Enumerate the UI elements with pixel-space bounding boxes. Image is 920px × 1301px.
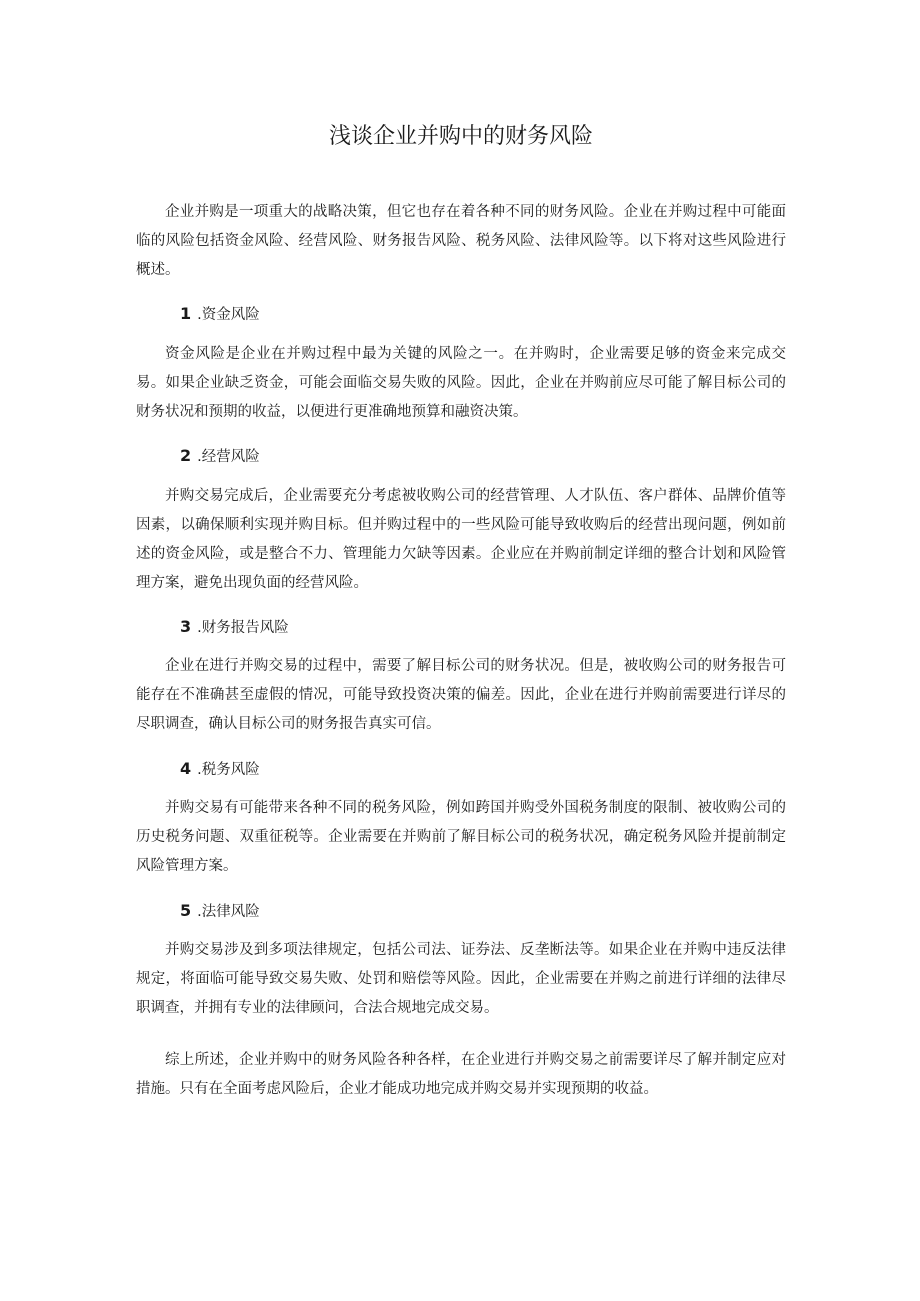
section-body-funding: 资金风险是企业在并购过程中最为关键的风险之一。在并购时，企业需要足够的资金来完成交易。如果企业缺乏资金，可能会面临交易失败的风险。因此，企业在并购前应尽可能了解目标公司的财务状况和预期的收益，以便进行更准确地预算和融资决策。 <box>136 346 786 420</box>
section-heading-legal <box>180 896 260 927</box>
intro-paragraph: 企业并购是一项重大的战略决策，但它也存在着各种不同的财务风险。企业在并购过程中可能面临的风险包括资金风险、经营风险、财务报告风险、税务风险、法律风险等。以下将对这些风险进行概述。 <box>136 204 786 278</box>
section-title: .经营风险 <box>197 449 260 465</box>
section-number: 1 <box>180 304 192 323</box>
section-title: .税务风险 <box>197 762 260 778</box>
section-body-legal: 并购交易涉及到多项法律规定，包括公司法、证券法、反垄断法等。如果企业在并购中违反法律规定，将面临可能导致交易失败、处罚和赔偿等风险。因此，企业需要在并购之前进行详细的法律尽职调查，并拥有专业的法律顾问，合法合规地完成交易。 <box>136 942 786 1016</box>
section-number: 3 <box>180 617 192 636</box>
section-number: 2 <box>180 446 192 465</box>
section-heading-operating <box>180 441 260 472</box>
section-heading-tax <box>180 754 260 785</box>
section-body-tax: 并购交易有可能带来各种不同的税务风险，例如跨国并购受外国税务制度的限制、被收购公司的历史税务问题、双重征税等。企业需要在并购前了解目标公司的税务状况，确定税务风险并提前制定风险管理方案。 <box>136 800 786 874</box>
section-title: .财务报告风险 <box>197 620 289 636</box>
section-body-financial-report: 企业在进行并购交易的过程中，需要了解目标公司的财务状况。但是，被收购公司的财务报告可能存在不准确甚至虚假的情况，可能导致投资决策的偏差。因此，企业在进行并购前需要进行详尽的尽职调查，确认目标公司的财务报告真实可信。 <box>136 658 786 732</box>
section-number: 4 <box>180 759 192 778</box>
section-heading-financial-report <box>180 612 289 643</box>
section-title: .资金风险 <box>197 307 260 323</box>
conclusion-paragraph: 综上所述，企业并购中的财务风险各种各样，在企业进行并购交易之前需要详尽了解并制定应对措施。只有在全面考虑风险后，企业才能成功地完成并购交易并实现预期的收益。 <box>136 1052 786 1097</box>
section-body-operating: 并购交易完成后，企业需要充分考虑被收购公司的经营管理、人才队伍、客户群体、品牌价值等因素，以确保顺利实现并购目标。但并购过程中的一些风险可能导致收购后的经营出现问题，例如前述的资金风险，或是整合不力、管理能力欠缺等因素。企业应在并购前制定详细的整合计划和风险管理方案，避免出现负面的经营风险。 <box>136 488 786 591</box>
section-number: 5 <box>180 901 192 920</box>
section-heading-funding <box>180 299 260 330</box>
section-title: .法律风险 <box>197 904 260 920</box>
document-title: 浅谈企业并购中的财务风险 <box>328 124 593 149</box>
